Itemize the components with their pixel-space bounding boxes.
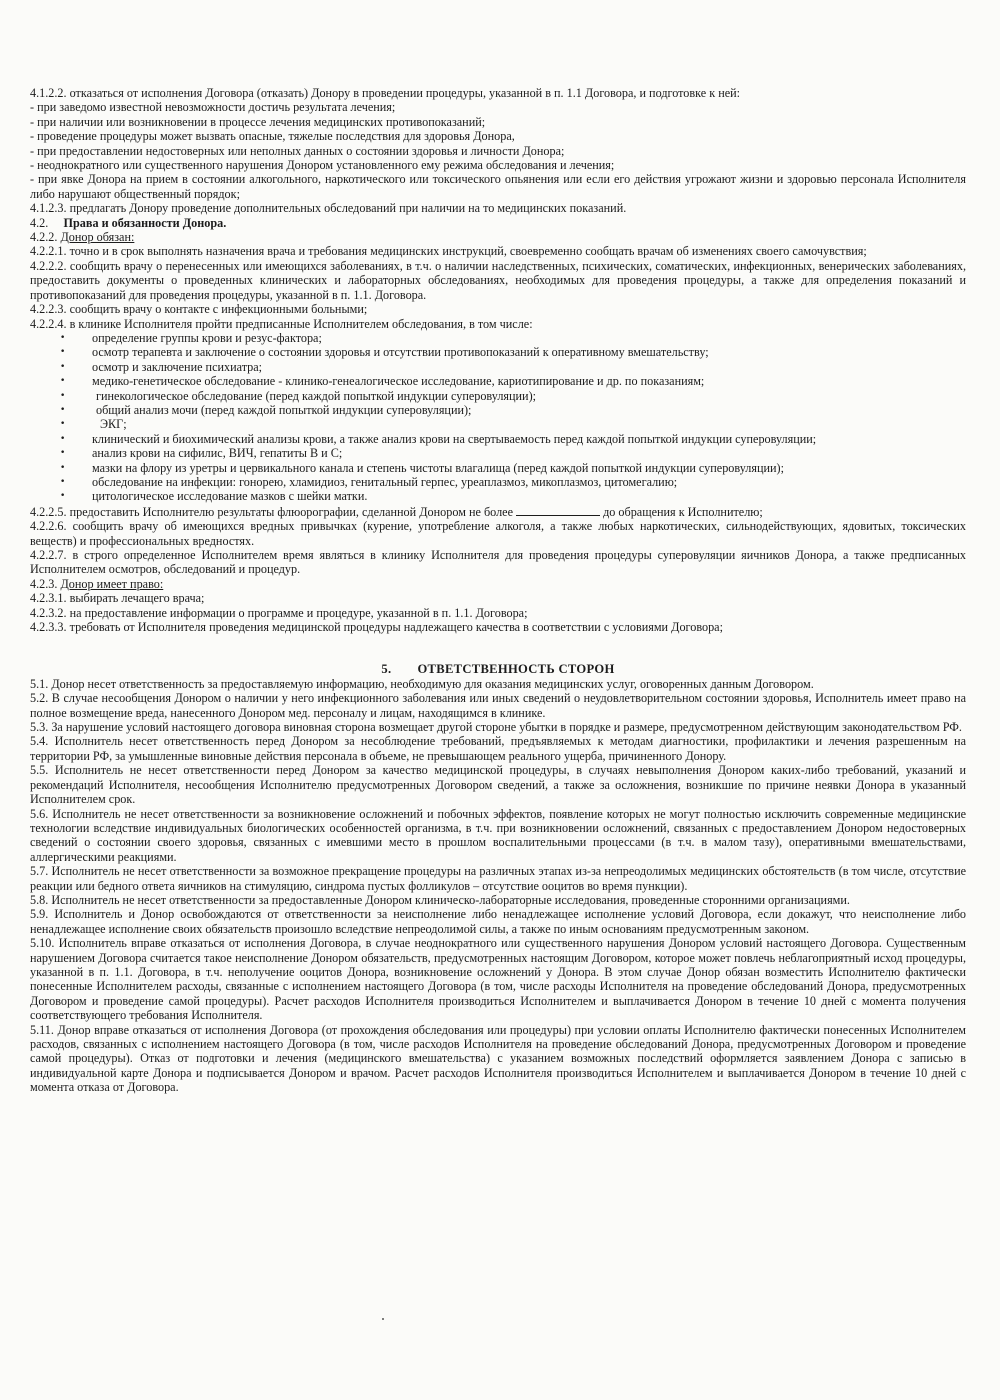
clause-5-4: 5.4. Исполнитель несет ответственность перед Донором за несоблюдение требований, предъявляемых к методам диагностики, профилактики и лечения разрешенным на территории РФ, за умышленные виновные действия персонала в объеме, не превышающем реального ущерба, причиненного Донору. (30, 734, 966, 763)
section-5-heading (30, 662, 966, 676)
clause-5-1: 5.1. Донор несет ответственность за предоставляемую информацию, необходимую для оказания медицинских услуг, оговоренных данным Договором. (30, 676, 814, 691)
dash-item: - проведение процедуры может вызвать опасные, тяжелые последствия для здоровья Донора, (30, 129, 515, 144)
clause-4-2-2-3: 4.2.2.3. сообщить врачу о контакте с инфекционными больными; (30, 302, 368, 317)
clause-5-9: 5.9. Исполнитель и Донор освобождаются от ответственности за неисполнение либо ненадлежащее исполнение условий Договора, если докажут, что неисполнение либо ненадлежащее исполнение своих обязательств произошло вследствие непреодолимой силы, а также по иным основаниям предусмотренным законом. (30, 907, 966, 936)
exam-bullet: • медико-генетическое обследование - клинико-генеалогическое исследование, кариотипирование и др. по показаниям; (30, 374, 966, 388)
section-4-2-heading (30, 216, 966, 230)
exam-bullet: • осмотр терапевта и заключение о состоянии здоровья и отсутствии противопоказаний к оперативному вмешательству; (30, 345, 966, 359)
clause-5-6: 5.6. Исполнитель не несет ответственности за возникновение осложнений и побочных эффектов, появление которых не могут полностью исключить современные медицинские технологии вследствие индивидуальных биологических особенностей организма, в т.ч. при возникновении осложнений, связанных с предоставлением Донором недостоверных сведений о состоянии своего здоровья, связанных с имевшими место в прошлом воспалительными процессами (в т.ч. в малом тазу), оперативными вмешательствами, аллергическими реакциями. (30, 806, 966, 864)
exam-bullet: • обследование на инфекции: гонорею, хламидиоз, генитальный герпес, уреаплазмоз, микоплазмоз, цитомегалию; (30, 475, 966, 489)
section-5-title: ОТВЕТСТВЕННОСТЬ СТОРОН (417, 662, 615, 677)
clause-4-2-3 (30, 577, 966, 591)
clause-4-2-2-2: 4.2.2.2. сообщить врачу о перенесенных или имеющихся заболеваниях, в т.ч. о наличии наследственных, психических, соматических, инфекционных, венерических заболеваниях, предоставить документы о проведенных клинических и лабораторных обследованиях, необходимых для проведения процедуры, а также для определения показаний и противопоказаний для проведения процедуры, указанной в п. 1.1. Договора. (30, 258, 966, 302)
clause-4-2-3-3: 4.2.3.3. требовать от Исполнителя проведения медицинской процедуры надлежащего качества в соответствии с условиями Договора; (30, 620, 723, 635)
dash-item: - при предоставлении недостоверных или неполных данных о состоянии здоровья и личности Донора; (30, 143, 565, 158)
clause-5-3: 5.3. За нарушение условий настоящего договора виновная сторона возмещает другой стороне убытки в порядке и размере, предусмотренном действующим законодательством РФ. (30, 720, 962, 735)
section-5-number: 5. (381, 662, 392, 677)
clause-5-5: 5.5. Исполнитель не несет ответственности перед Донором за качество медицинской процедуры, в случаях невыполнения Донором каких-либо требований, указаний и рекомендаций Исполнителя, несообщения Исполнителю предусмотренных Договором сведений, а также за осложнения, возникшие по причине неявки Донора в указанный Исполнителем срок. (30, 763, 966, 807)
dash-item: - при явке Донора на прием в состоянии алкогольного, наркотического или токсического опьянения или если его действия угрожают жизни и здоровью персонала Исполнителя либо нарушают общественный порядок; (30, 172, 966, 201)
clause-5-10: 5.10. Исполнитель вправе отказаться от исполнения Договора, в случае неоднократного или существенного нарушения Донором условий настоящего Договора. Существенным нарушением Договора считается такое неисполнение Донором обязательств, предусмотренных настоящим Договором, которое может повлечь неблагоприятный исход процедуры, указанной в п. 1.1. Договора, в т.ч. неполучение ооцитов Донора, возникновение осложнений у Донора. В этом случае Донор обязан возместить Исполнителю фактически понесенные Исполнителем расходы, связанные с исполнением настоящего Договора (в том, числе расходы Исполнителя на проведение обследований Донора, предусмотренных Договором и проведение самой процедуры). Расчет расходов Исполнителя производиться Исполнителем и выплачивается Донором в течение 10 дней с момента получения соответствующего требования Исполнителя. (30, 936, 966, 1023)
clause-5-7: 5.7. Исполнитель не несет ответственности за возможное прекращение процедуры на различных этапах из-за непреодолимых медицинских обстоятельств (в том числе, отсутствие реакции или бедного ответа яичников на стимуляцию, синдрома пустых фолликулов – отсутствие ооцитов во время пункции). (30, 864, 966, 893)
donor-rights-label: Донор имеет право: (60, 576, 164, 591)
exam-bullet: • гинекологическое обследование (перед каждой попыткой индукции суперовуляции); (30, 389, 966, 403)
clause-5-2: 5.2. В случае несообщения Донором о наличии у него инфекционного заболевания или иных сведений о неудовлетворительном состоянии здоровья, Исполнитель имеет право на полное возмещение вреда, нанесенного Донором мед. персоналу и лицам, находящимся в клинике. (30, 691, 966, 720)
clause-4-2-2-5: 4.2.2.5. предоставить Исполнителю результаты флюорографии, сделанной Донором не более до обращения к Исполнителю; (30, 504, 763, 519)
dash-item: - при заведомо известной невозможности достичь результата лечения; (30, 100, 396, 115)
dash-item: - при наличии или возникновении в процессе лечения медицинских противопоказаний; (30, 114, 486, 129)
clause-4-2-3-1: 4.2.3.1. выбирать лечащего врача; (30, 591, 205, 606)
exam-bullet: • цитологическое исследование мазков с шейки матки. (30, 489, 966, 503)
clause-4-2-3-number: 4.2.3. (30, 576, 58, 591)
clause-5-11: 5.11. Донор вправе отказаться от исполнения Договора (от прохождения обследования или процедуры) при условии оплаты Исполнителю фактически понесенных Исполнителем расходов, связанных с исполнением настоящего Договора (в том, числе расходов Исполнителя на проведение обследований Донора, предусмотренных Договором и проведение самой процедуры). Отказ от подготовки и лечения (медицинского вмешательства) с указанием возможных последствий оформляется заявлением Донора с записью в индивидуальной карте Донора и подписывается Донором и врачом. Расчет расходов Исполнителя производиться Исполнителем и выплачивается Донором в течение 10 дней с момента отказа от Договора. (30, 1022, 966, 1095)
exam-bullet: • определение группы крови и резус-фактора; (30, 331, 966, 345)
section-4-2-number: 4.2. (30, 215, 49, 230)
scan-speck (382, 1318, 384, 1320)
clause-4-2-3-2: 4.2.3.2. на предоставление информации о программе и процедуре, указанной в п. 1.1. Договора; (30, 605, 528, 620)
clause-4-2-2-number: 4.2.2. (30, 230, 58, 245)
clause-4-2-2-1: 4.2.2.1. точно и в срок выполнять назначения врача и требования медицинских инструкций, своевременно сообщать врачам об изменениях своего самочувствия; (30, 244, 867, 259)
clause-4-2-2-7: 4.2.2.7. в строго определенное Исполнителем время являться в клинику Исполнителя для проведения процедуры суперовуляции яичников Донора, а также предписанных Исполнителем осмотров, обследований и процедур. (30, 548, 966, 577)
exam-bullet: • осмотр и заключение психиатра; (30, 360, 966, 374)
clause-5-8: 5.8. Исполнитель не несет ответственности за предоставленные Донором клиническо-лабораторные исследования, проведенные сторонними организациями. (30, 892, 850, 907)
clause-4-2-2-4: 4.2.2.4. в клинике Исполнителя пройти предписанные Исполнителем обследования, в том числе: (30, 316, 533, 331)
fluorography-period-blank[interactable] (516, 504, 600, 516)
exam-bullet: • мазки на флору из уретры и цервикального канала и степень чистоты влагалища (перед каждой попыткой индукции суперовуляции); (30, 461, 966, 475)
section-4-2-title: Права и обязанности Донора. (63, 215, 227, 230)
exam-bullet: • анализ крови на сифилис, ВИЧ, гепатиты В и С; (30, 446, 966, 460)
dash-item: - неоднократного или существенного нарушения Донором установленного ему режима обследования и лечения; (30, 158, 615, 173)
clause-4-1-2-3: 4.1.2.3. предлагать Донору проведение дополнительных обследований при наличии на то медицинских показаний. (30, 201, 627, 216)
donor-obligations-label: Донор обязан: (60, 230, 135, 245)
clause-4-2-2-6: 4.2.2.6. сообщить врачу об имеющихся вредных привычках (курение, употребление алкоголя, а также любых наркотических, сильнодействующих, ядовитых, токсических веществ) и профессиональных вредностях. (30, 519, 966, 548)
clause-4-1-2-2: 4.1.2.2. отказаться от исполнения Договора (отказать) Донору в проведении процедуры, указанной в п. 1.1 Договора, и подготовке к ней: (30, 86, 741, 100)
clause-4-2-2 (30, 230, 966, 244)
exam-bullet: • клинический и биохимический анализы крови, а также анализ крови на свертываемость перед каждой попыткой индукции суперовуляции; (30, 432, 966, 446)
exam-bullet: • ЭКГ; (30, 417, 966, 431)
exam-bullet: • общий анализ мочи (перед каждой попыткой индукции суперовуляции); (30, 403, 966, 417)
